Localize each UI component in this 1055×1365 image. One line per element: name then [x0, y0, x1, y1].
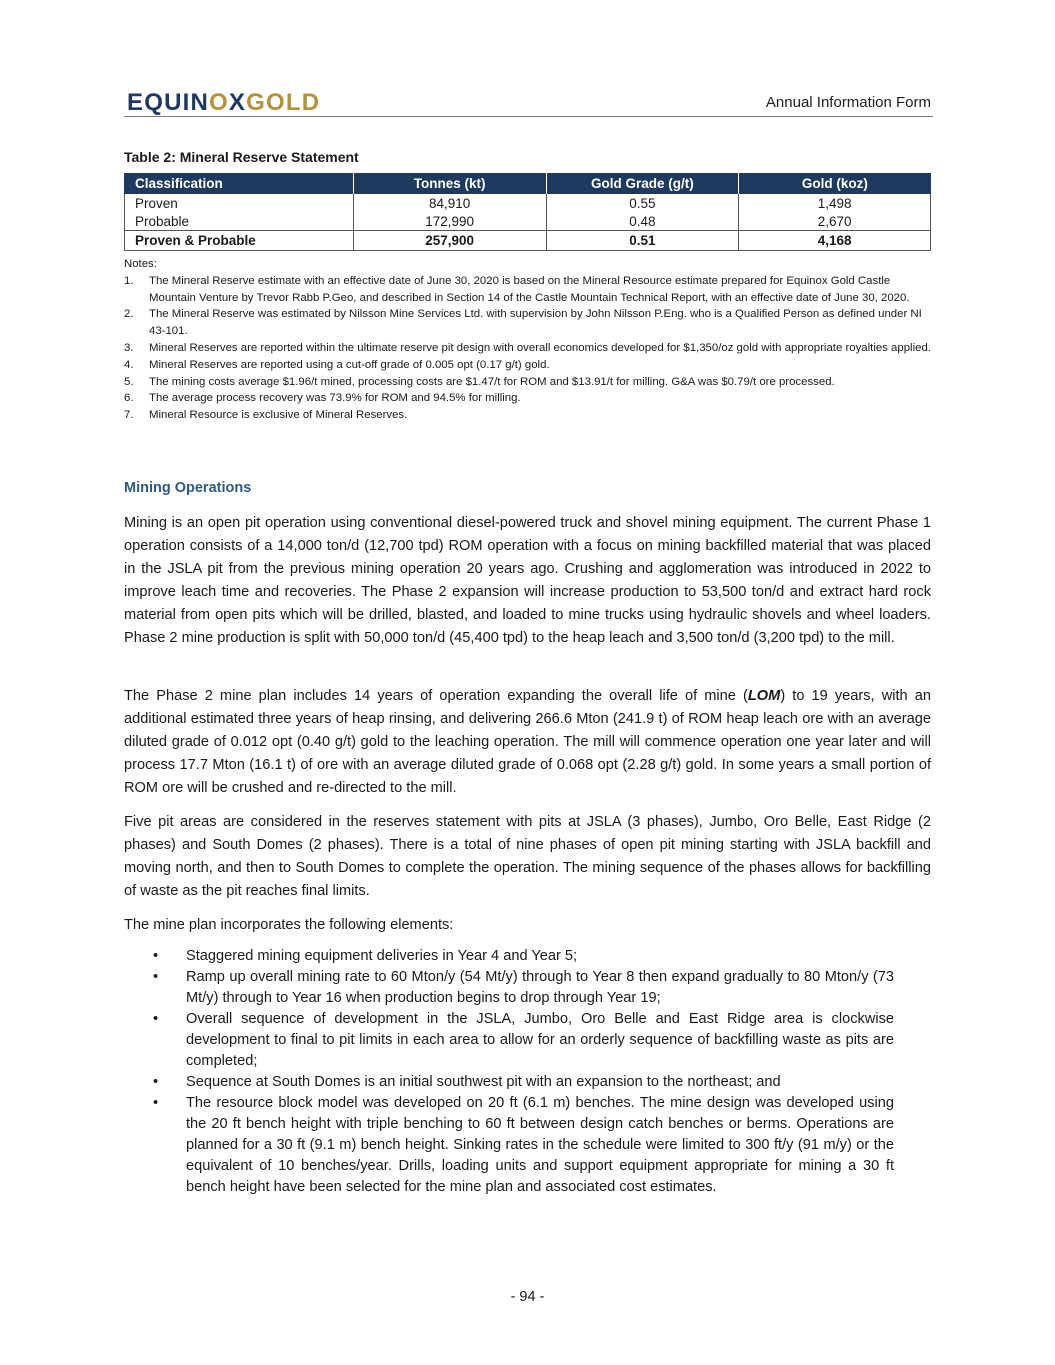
table-cell: 172,990	[353, 212, 546, 231]
list-item-text: The resource block model was developed on 20 ft (6.1 m) benches. The mine design was developed using the 20 ft bench height with triple benching to 60 ft between design catch benches or berms. Operations are planned for a 30 ft (9.1 m) bench height. Sinking rates in the schedule were limited to 300 ft/y (91 m/y) or the equivalent of 10 benches/year. Drills, loading units and support equipment appropriate for mining a 30 ft bench height have been selected for the mine plan and associated cost estimates.	[186, 1095, 894, 1195]
paragraph-phase-overview: Mining is an open pit operation using conventional diesel-powered truck and shovel mining equipment. The current Phase 1 operation consists of a 14,000 ton/d (12,700 tpd) ROM operation with a focus on mining backfilled material that was placed in the JSLA pit from the previous mining operation 20 years ago. Crushing and agglomeration was introduced in 2022 to improve leach time and recoveries. The Phase 2 expansion will increase production to 53,500 ton/d and extract hard rock material from open pits which will be drilled, blasted, and loaded to mine trucks using hydraulic shovels and wheel loaders. Phase 2 mine production is split with 50,000 ton/d (45,400 tpd) to the heap leach and 3,500 ton/d (3,200 tpd) to the mill.	[124, 515, 931, 646]
note-text: Mineral Resource is exclusive of Mineral Reserves.	[149, 409, 408, 422]
note-text: The mining costs average $1.96/t mined, processing costs are $1.47/t for ROM and $13.91/t for milling. G&A was $0.79/t ore processed.	[149, 375, 835, 388]
note-item	[124, 390, 933, 407]
list-item-text: Staggered mining equipment deliveries in Year 4 and Year 5;	[186, 948, 578, 964]
page-number: - 94 -	[510, 1289, 545, 1305]
note-item	[124, 273, 933, 307]
note-text: The average process recovery was 73.9% for ROM and 94.5% for milling.	[149, 392, 521, 405]
list-item-text: Sequence at South Domes is an initial southwest pit with an expansion to the northeast; and	[186, 1074, 781, 1090]
paragraph-mine-plan	[124, 685, 931, 800]
logo-text-x: X	[228, 89, 247, 116]
table-cell: Proven & Probable	[125, 231, 354, 251]
note-item	[124, 407, 933, 424]
bullet-icon: •	[153, 1074, 159, 1090]
note-item	[124, 374, 933, 391]
list-item-text: Ramp up overall mining rate to 60 Mton/y (54 Mt/y) through to Year 8 then expand gradually to 80 Mton/y (73 Mt/y) through to Year 16 when production begins to drop through Year 19;	[186, 969, 894, 1006]
logo-text-gold: GOLD	[246, 89, 321, 116]
paragraph-text: The Phase 2 mine plan includes 14 years of operation expanding the overall life of mine (	[124, 688, 748, 704]
column-header: Gold (koz)	[739, 173, 931, 194]
note-text: The Mineral Reserve was estimated by Nilsson Mine Services Ltd. with supervision by John Nilsson P.Eng. who is a Qualified Person as defined under NI 43-101.	[149, 308, 922, 338]
table-cell: 1,498	[739, 194, 931, 212]
mineral-reserve-table	[124, 173, 931, 251]
logo-text-o: O	[209, 89, 229, 116]
notes-label: Notes:	[124, 258, 157, 270]
note-text: The Mineral Reserve estimate with an effective date of June 30, 2020 is based on the Mineral Resource estimate prepared for Equinox Gold Castle Mountain Venture by Trevor Rabb P.Geo, and described in Section 14 of the Castle Mountain Technical Report, with an effective date of June 30, 2020.	[149, 274, 910, 304]
note-number: 7.	[124, 409, 134, 422]
section-heading: Mining Operations	[124, 480, 252, 496]
note-text: Mineral Reserves are reported within the ultimate reserve pit design with overall economics developed for $1,350/oz gold with appropriate royalties applied.	[149, 341, 931, 354]
note-number: 1.	[124, 274, 134, 287]
list-item	[150, 946, 894, 967]
bullet-icon: •	[153, 948, 159, 964]
note-number: 3.	[124, 341, 134, 354]
paragraph-text: ) to 19 years, with an additional estimated three years of heap rinsing, and delivering 266.6 Mton (241.9 t) of ROM heap leach ore with an average diluted grade of 0.012 opt (0.40 g/t) gold to the leaching operation. The mill will commence operation one year later and will process 17.7 Mton (16.1 t) of ore with an average diluted grade of 0.068 opt (2.28 g/t) gold. In some years a small portion of ROM ore will be crushed and re-directed to the mill.	[124, 688, 931, 796]
table-cell: 0.55	[546, 194, 739, 212]
list-item	[150, 1009, 894, 1072]
table-cell: 84,910	[353, 194, 546, 212]
note-item	[124, 306, 933, 340]
table-row	[125, 194, 931, 212]
table-total-row	[125, 231, 931, 251]
defined-term-lom: LOM	[747, 688, 781, 704]
list-item	[150, 1093, 894, 1198]
table-title: Table 2: Mineral Reserve Statement	[124, 149, 359, 165]
note-number: 6.	[124, 392, 134, 405]
bullet-icon: •	[153, 1011, 159, 1027]
table-cell: 0.48	[546, 212, 739, 231]
note-item	[124, 357, 933, 374]
paragraph-pit-areas: Five pit areas are considered in the reserves statement with pits at JSLA (3 phases), Jumbo, Oro Belle, East Ridge (2 phases) and South Domes (2 phases). There is a total of nine phases of open pit mining starting with JSLA backfill and moving north, and then to South Domes to complete the operation. The mining sequence of the phases allows for backfilling of waste as the pit reaches final limits.	[124, 814, 931, 899]
note-item	[124, 340, 933, 357]
table-cell: 0.51	[546, 231, 739, 251]
table-header-row	[125, 173, 931, 194]
equinox-gold-logo	[127, 89, 320, 117]
table-notes	[124, 256, 933, 424]
bullet-icon: •	[153, 1095, 159, 1111]
table-row	[125, 212, 931, 231]
list-item-text: Overall sequence of development in the JSLA, Jumbo, Oro Belle and East Ridge area is clockwise development to final to pit limits in each area to allow for an orderly sequence of backfilling waste as pits are completed;	[186, 1011, 894, 1069]
list-item	[150, 1072, 894, 1093]
list-item	[150, 967, 894, 1009]
note-number: 4.	[124, 358, 134, 371]
table-cell: 4,168	[739, 231, 931, 251]
bullet-icon: •	[153, 969, 159, 985]
column-header: Gold Grade (g/t)	[546, 173, 739, 194]
logo-text-equin: EQUIN	[127, 89, 210, 116]
paragraph-plan-elements-intro: The mine plan incorporates the following elements:	[124, 917, 454, 933]
table-cell: 2,670	[739, 212, 931, 231]
column-header: Classification	[125, 173, 354, 194]
mine-plan-bullet-list	[150, 946, 894, 1198]
table-cell: Probable	[125, 212, 354, 231]
note-number: 5.	[124, 375, 134, 388]
table-cell: 257,900	[353, 231, 546, 251]
note-text: Mineral Reserves are reported using a cut-off grade of 0.005 opt (0.17 g/t) gold.	[149, 358, 550, 371]
document-title: Annual Information Form	[765, 94, 931, 111]
page-header	[124, 88, 933, 117]
column-header: Tonnes (kt)	[353, 173, 546, 194]
table-cell: Proven	[125, 194, 354, 212]
note-number: 2.	[124, 308, 134, 321]
